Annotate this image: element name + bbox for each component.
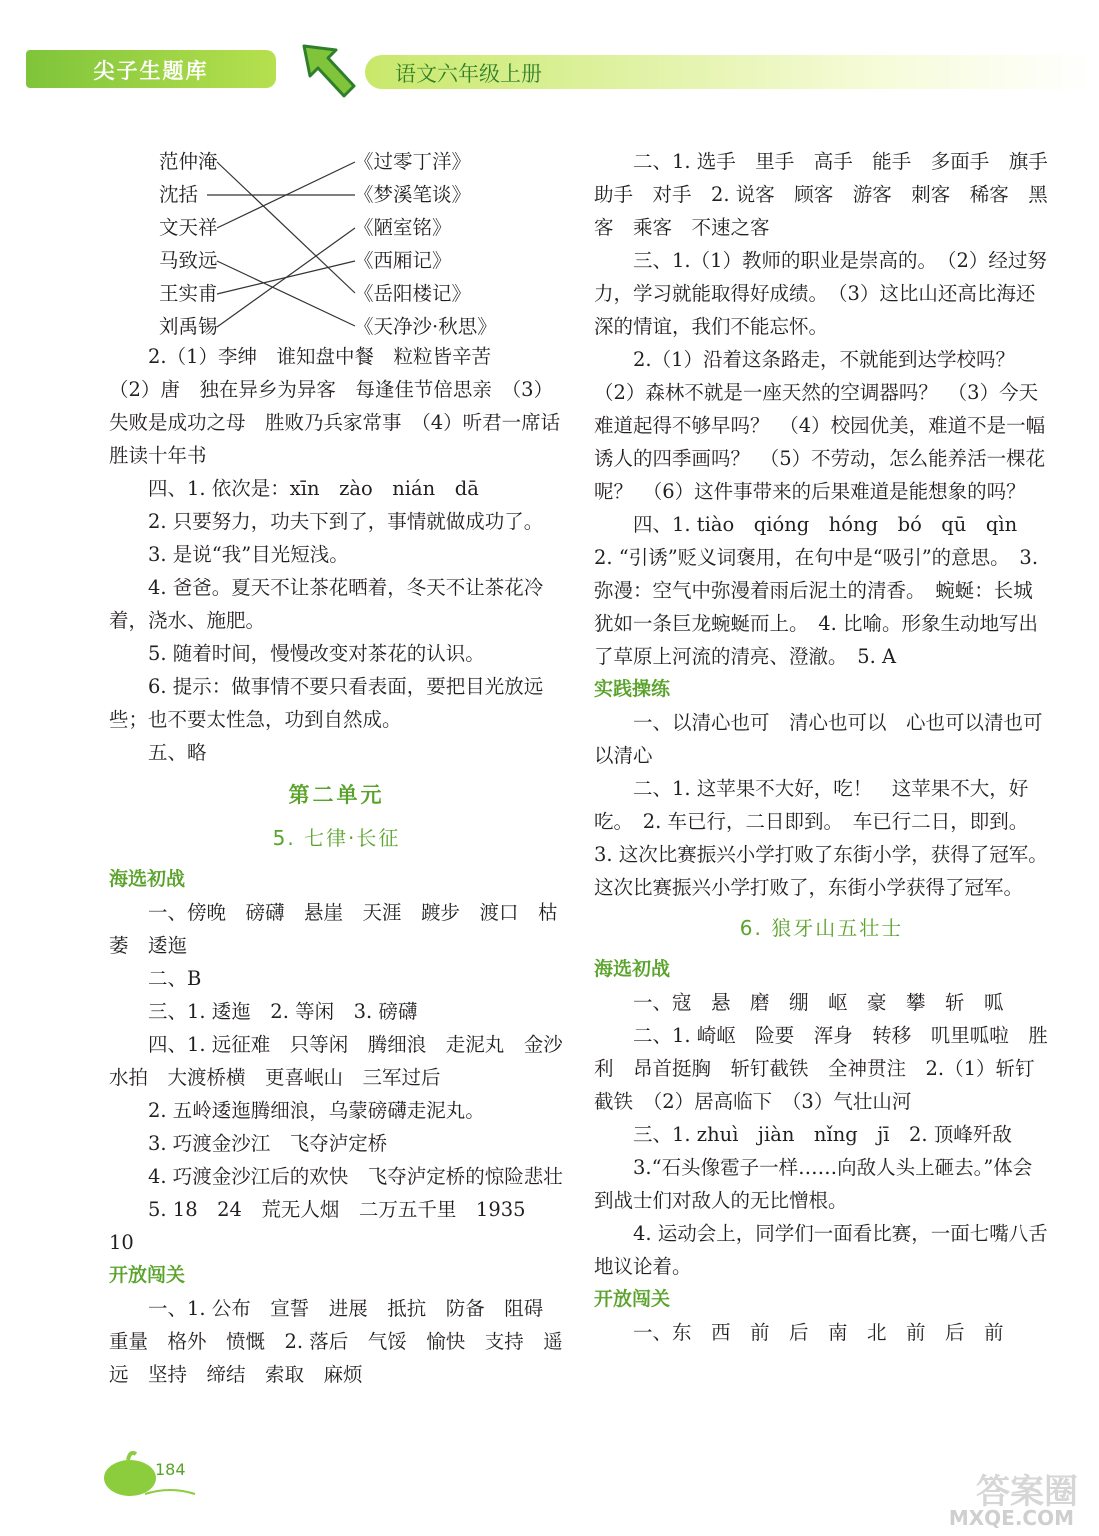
answer-line: 一、1. 公布 宣誓 进展 抵抗 防备 阻碍 重量 格外 愤慨 2. 落后 气馁 愉快 支持 遥远 坚持 缔结 索取 麻烦	[109, 1297, 563, 1386]
answer-line: 四、1. 远征难 只等闲 腾细浪 走泥丸 金沙水拍 大渡桥横 更喜岷山 三军过后	[109, 1033, 563, 1089]
author-item: 范仲淹	[159, 150, 218, 173]
lesson-title: 6. 狼牙山五壮士	[739, 916, 904, 940]
answer-line: 三、1. zhuì jiàn nǐng jī 2. 顶峰歼敌	[633, 1123, 1012, 1146]
work-item: 《岳阳楼记》	[354, 282, 472, 305]
answer-line: 3. 巧渡金沙江 飞夺泸定桥	[148, 1132, 388, 1155]
green-arrow-icon	[296, 40, 358, 100]
answer-line: 四、1. tiào qióng hóng bó qū qìn 2. “引诱”贬义词褒用，在句中是“吸引”的意思。 3. 弥漫：空气中弥漫着雨后泥土的清香。 蜿蜒：长城犹如一条巨龙蜿蜒而上。 4. 比喻。形象生动地写出了草原上河流的清亮、澄澈。 5. A	[594, 513, 1039, 668]
work-item: 《过零丁洋》	[354, 150, 472, 173]
author-item: 沈括	[159, 183, 199, 206]
answer-line: 4. 巧渡金沙江后的欢快 飞夺泸定桥的惊险悲壮	[148, 1165, 563, 1188]
answer-line: 3. 是说“我”目光短浅。	[148, 543, 349, 566]
matching-exercise	[109, 145, 564, 340]
answer-line: 五、略	[148, 741, 207, 764]
answer-line: 2.（1）沿着这条路走，不就能到达学校吗？（2）森林不就是一座天然的空调器吗？ （3）今天难道起得不够早吗？ （4）校园优美，难道不是一幅诱人的四季画吗？ （5）不劳动，怎么能养活一棵花呢？ （6）这件事带来的后果难道是能想象的吗？	[594, 348, 1046, 503]
section-heading: 实践操练	[594, 678, 671, 700]
answer-line: 二、1. 这苹果不大好，吃！ 这苹果不大，好吃。 2. 车已行，二日即到。 车已行二日，即到。 3. 这次比赛振兴小学打败了东街小学，获得了冠军。 这次比赛振兴小学打败了，东街小学获得了冠军。	[594, 777, 1058, 899]
answer-line: 一、东 西 前 后 南 北 前 后 前	[633, 1321, 1004, 1344]
author-item: 王实甫	[159, 282, 218, 305]
section-heading: 开放闯关	[109, 1264, 186, 1286]
answer-line: 四、1. 依次是：xīn zào nián dā	[148, 477, 479, 500]
book-title-bar	[365, 55, 1093, 89]
right-column	[594, 145, 1068, 1349]
work-item: 《西厢记》	[354, 249, 452, 272]
answer-line: 2.（1）李绅 谁知盘中餐 粒粒皆辛苦	[148, 345, 492, 368]
answer-line: 二、1. 选手 里手 高手 能手 多面手 旗手 助手 对手 2. 说客 顾客 游客 刺客 稀客 黑客 乘客 不速之客	[594, 150, 1068, 239]
unit-title: 第二单元	[288, 783, 385, 807]
page-number: 184	[155, 1460, 186, 1479]
answer-line: 2. 五岭逶迤腾细浪，乌蒙磅礴走泥丸。	[148, 1099, 485, 1122]
work-item: 《陋室铭》	[354, 216, 452, 239]
book-title: 语文六年级上册	[395, 62, 542, 86]
lesson-title: 5. 七律·长征	[272, 826, 401, 850]
section-heading: 海选初战	[109, 868, 186, 890]
answer-line: 三、1.（1）教师的职业是崇高的。 （2）经过努力，学习就能取得好成绩。 （3）这比山还高比海还深的情谊，我们不能忘怀。	[594, 249, 1047, 338]
answer-line: 二、1. 崎岖 险要 浑身 转移 叽里呱啦 胜利 昂首挺胸 斩钉截铁 全神贯注 2.（1）斩钉截铁 （2）居高临下 （3）气壮山河	[594, 1024, 1048, 1113]
left-column	[109, 145, 580, 1391]
answer-line: 一、傍晚 磅礴 悬崖 天涯 踱步 渡口 枯萎 逶迤	[109, 901, 558, 957]
section-heading: 开放闯关	[594, 1288, 671, 1310]
section-heading: 海选初战	[594, 958, 671, 980]
watermark-sub: MXQE.COM	[948, 1506, 1074, 1530]
work-item: 《梦溪笔谈》	[354, 183, 472, 206]
watermark	[918, 1468, 1088, 1532]
page-header	[0, 0, 1099, 120]
answer-line: 2. 只要努力，功夫下到了，事情就做成功了。	[148, 510, 544, 533]
brand-title: 尖子生题库	[93, 59, 209, 83]
answer-line: 5. 随着时间，慢慢改变对茶花的认识。	[148, 642, 485, 665]
work-item: 《天净沙·秋思》	[354, 315, 497, 338]
answer-line: 一、以清心也可 清心也可以 心也可以清也可以清心	[594, 711, 1043, 767]
answer-line: 一、寇 悬 磨 绷 岖 豪 攀 斩 呱	[633, 991, 1004, 1014]
answer-line: （2）唐 独在异乡为异客 每逢佳节倍思亲 （3）失败是成功之母 胜败乃兵家常事 （4）听君一席话 胜读十年书	[109, 378, 580, 467]
answer-line: 二、B	[148, 967, 202, 990]
brand-tab	[26, 50, 276, 88]
answer-line: 三、1. 逶迤 2. 等闲 3. 磅礴	[148, 1000, 418, 1023]
answer-line: 4. 运动会上，同学们一面看比赛，一面七嘴八舌地议论着。	[594, 1222, 1048, 1278]
answer-line: 5. 18 24 荒无人烟 二万五千里 1935 10	[109, 1198, 546, 1254]
author-item: 马致远	[159, 249, 218, 272]
watermark-main: 答案圈	[976, 1472, 1078, 1512]
answer-line: 4. 爸爸。夏天不让茶花晒着，冬天不让茶花冷着，浇水、施肥。	[109, 576, 544, 632]
author-item: 刘禹锡	[159, 315, 218, 338]
author-item: 文天祥	[159, 216, 218, 239]
answer-line: 3.“石头像雹子一样……向敌人头上砸去。”体会到战士们对敌人的无比憎根。	[594, 1156, 1033, 1212]
answer-line: 6. 提示：做事情不要只看表面，要把目光放远些；也不要太性急，功到自然成。	[109, 675, 544, 731]
